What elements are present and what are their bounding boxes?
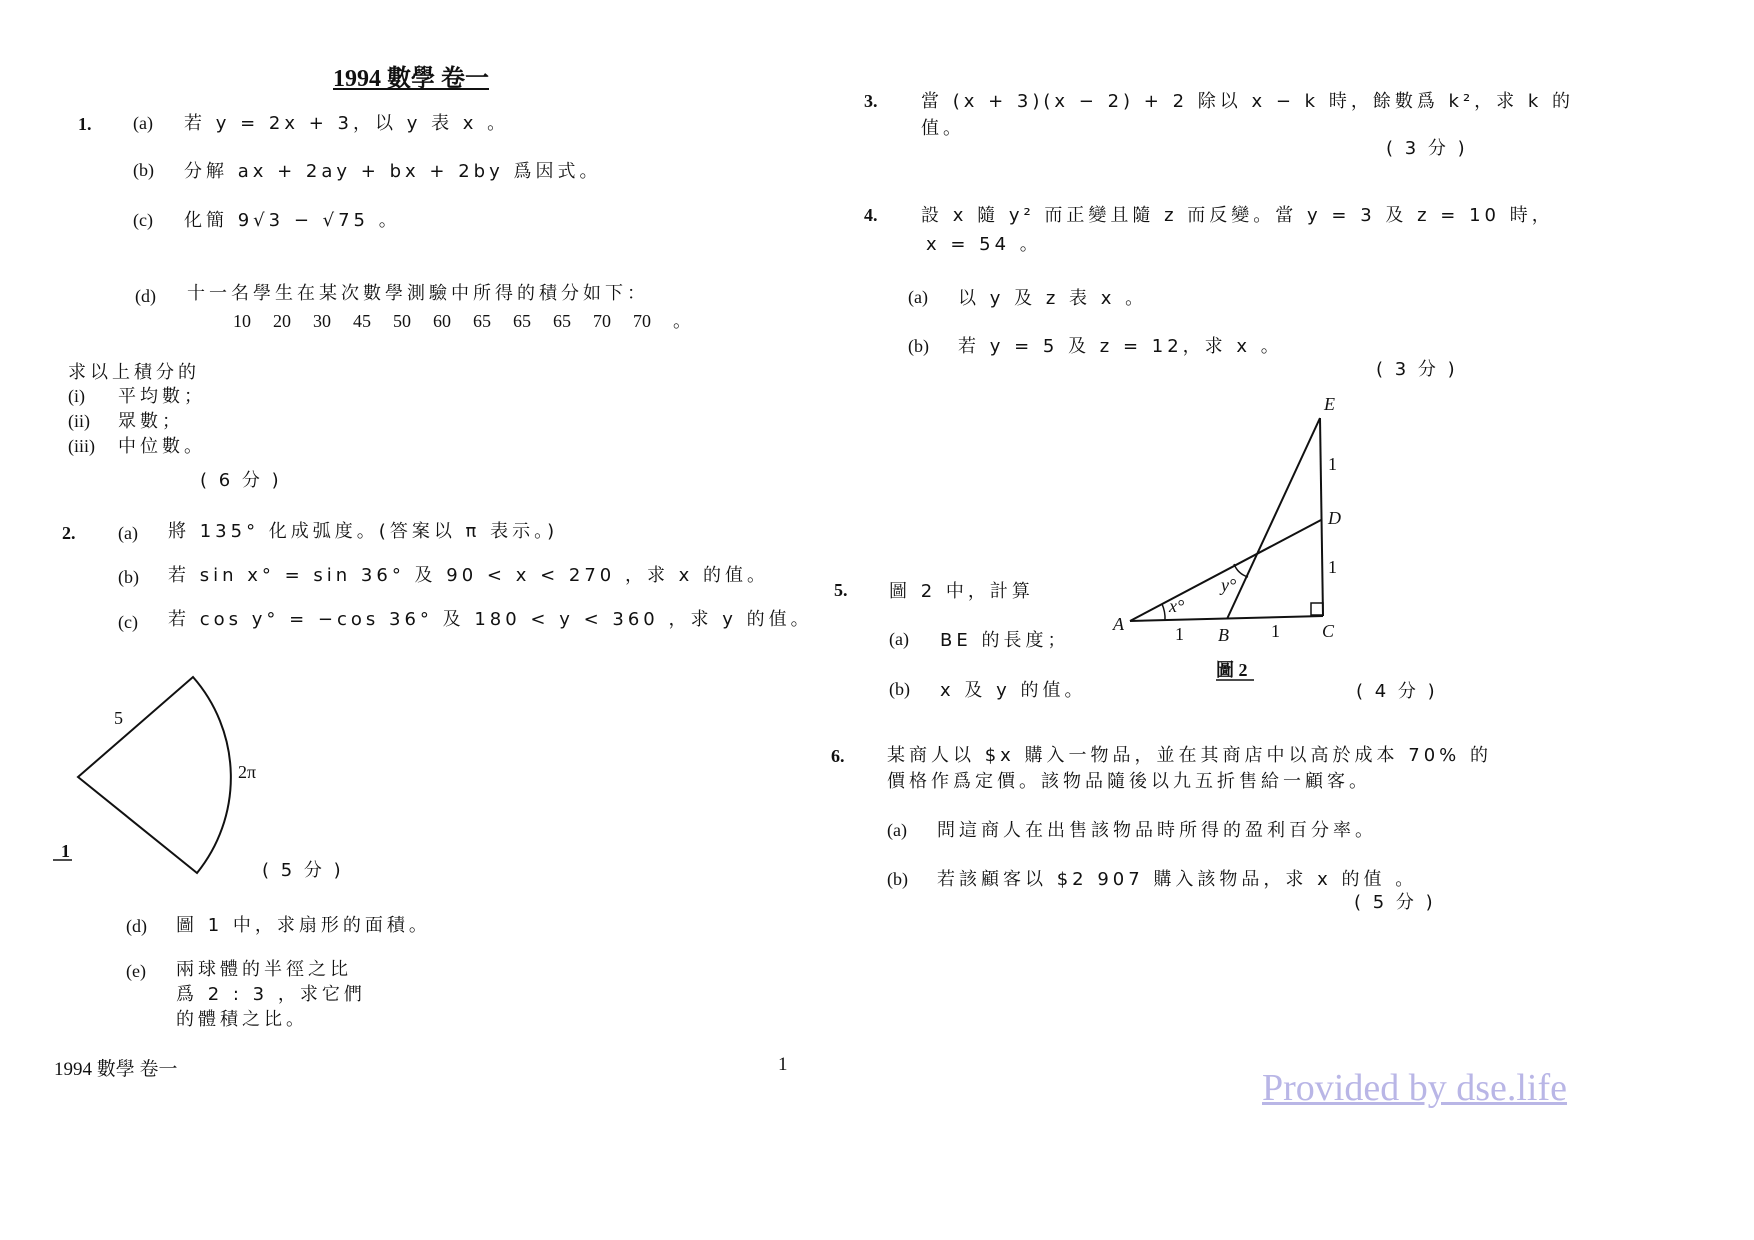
right-angle-mark [1311,603,1323,615]
score-value: 60 [433,311,451,331]
score-value: 70 [633,311,651,331]
vertex-C-label: C [1322,621,1335,641]
length-CD-label: 1 [1328,557,1337,577]
q2c-text: 若 cos y° = −cos 36° 及 180 < y < 360 ，求 y 的值。 [168,609,813,630]
q2e-line2: 爲 2 : 3 ，求它們 [176,984,366,1005]
length-BC-label: 1 [1271,621,1280,641]
q6a-label: (a) [887,820,907,840]
q2a-label: (a) [118,523,138,543]
q6-marks: ( 5 分 ) [1354,892,1436,913]
q4-line2: x = 54 。 [926,234,1042,255]
q1c-text: 化簡 9√3 − √75 。 [184,210,401,231]
score-value: 20 [273,311,291,331]
q1-i-label: (i) [68,386,85,406]
figure-1-label: 1 [61,841,70,861]
sector-radius-label: 5 [114,708,123,728]
q1a-text: 若 y = 2x + 3，以 y 表 x 。 [184,113,510,134]
q1-i-text: 平均數； [118,386,206,407]
q5-intro: 圖 2 中，計算 [889,581,1034,602]
score-value: 65 [513,311,531,331]
q1-find-text: 求以上積分的 [68,362,200,383]
q1-number: 1. [78,114,92,134]
q4-number: 4. [864,205,878,225]
q4-marks: ( 3 分 ) [1376,359,1458,380]
score-value: 30 [313,311,331,331]
length-AB-label: 1 [1175,624,1184,644]
vertex-A-label: A [1113,614,1124,634]
score-value: 45 [353,311,371,331]
score-value: 10 [233,311,251,331]
sector-shape [78,677,231,873]
q1-iii-label: (iii) [68,436,95,456]
q4-line1: 設 x 隨 y² 而正變且隨 z 而反變。當 y = 3 及 z = 10 時， [921,205,1554,226]
q1-ii-text: 眾數； [118,411,184,432]
q2-number: 2. [62,523,76,543]
scores-end: 。 [673,311,691,331]
q3-number: 3. [864,91,878,111]
q4a-label: (a) [908,287,928,307]
q2d-label: (d) [126,916,147,936]
score-value: 70 [593,311,611,331]
q2e-line1: 兩球體的半徑之比 [176,959,352,980]
q4b-label: (b) [908,336,929,356]
q5-marks: ( 4 分 ) [1356,681,1438,702]
q3-line2: 值。 [921,118,965,139]
sector-arc-label: 2π [238,762,257,782]
angle-y-label: y° [1221,575,1237,595]
q2d-text: 圖 1 中，求扇形的面積。 [176,915,431,936]
q2c-label: (c) [118,612,138,632]
q1c-label: (c) [133,210,153,230]
q2b-label: (b) [118,567,139,587]
q1-ii-label: (ii) [68,411,90,431]
q2b-text: 若 sin x° = sin 36° 及 90 < x < 270 ，求 x 的值。 [168,565,770,586]
q4b-text: 若 y = 5 及 z = 12，求 x 。 [958,336,1283,357]
q6-line2: 價格作爲定價。該物品隨後以九五折售給一顧客。 [887,771,1371,792]
q2-marks: ( 5 分 ) [262,860,344,881]
vertex-D-label: D [1328,508,1341,528]
page-number: 1 [778,1054,788,1075]
q5a-label: (a) [889,629,909,649]
q6-line1: 某商人以 $x 購入一物品，並在其商店中以高於成本 70% 的 [887,745,1492,766]
vertex-B-label: B [1218,625,1229,645]
q1-marks: ( 6 分 ) [200,470,282,491]
line-CE [1320,418,1323,616]
q4a-text: 以 y 及 z 表 x 。 [958,288,1148,309]
q6a-text: 問這商人在出售該物品時所得的盈利百分率。 [937,820,1377,841]
q1b-label: (b) [133,160,154,180]
q2a-text: 將 135° 化成弧度。(答案以 π 表示。) [168,521,559,542]
q1b-text: 分解 ax + 2ay + bx + 2by 爲因式。 [184,161,602,182]
q2e-line3: 的體積之比。 [176,1009,308,1030]
q2e-label: (e) [126,961,146,981]
q5b-label: (b) [889,679,910,699]
q1a-label: (a) [133,113,153,133]
q3-marks: ( 3 分 ) [1386,138,1468,159]
q6b-text: 若該顧客以 $2 907 購入該物品，求 x 的值 。 [937,869,1418,890]
q5b-text: x 及 y 的值。 [940,680,1087,701]
line-BE [1227,418,1320,619]
q1-iii-text: 中位數。 [118,436,206,457]
q6b-label: (b) [887,869,908,889]
angle-x-arc [1162,604,1165,620]
figure-2-caption: 圖 2 [1216,660,1248,680]
q6-number: 6. [831,746,845,766]
vertex-E-label: E [1324,394,1335,414]
angle-x-label: x° [1169,596,1185,616]
figure-2-triangle [0,0,1500,700]
score-value: 65 [553,311,571,331]
page-title: 1994 數學 卷一 [333,66,489,92]
q5-number: 5. [834,580,848,600]
q3-line1: 當 (x + 3)(x − 2) + 2 除以 x − k 時，餘數爲 k²，求 k 的 [921,91,1575,112]
q1d-text: 十一名學生在某次數學測驗中所得的積分如下： [187,283,649,304]
q1d-label: (d) [135,286,156,306]
score-value: 65 [473,311,491,331]
watermark: Provided by dse.life [1262,1067,1568,1109]
footer-title: 1994 數學 卷一 [54,1059,178,1080]
line-AD [1130,520,1321,621]
score-value: 50 [393,311,411,331]
length-DE-label: 1 [1328,454,1337,474]
q5a-text: BE 的長度； [940,630,1070,651]
